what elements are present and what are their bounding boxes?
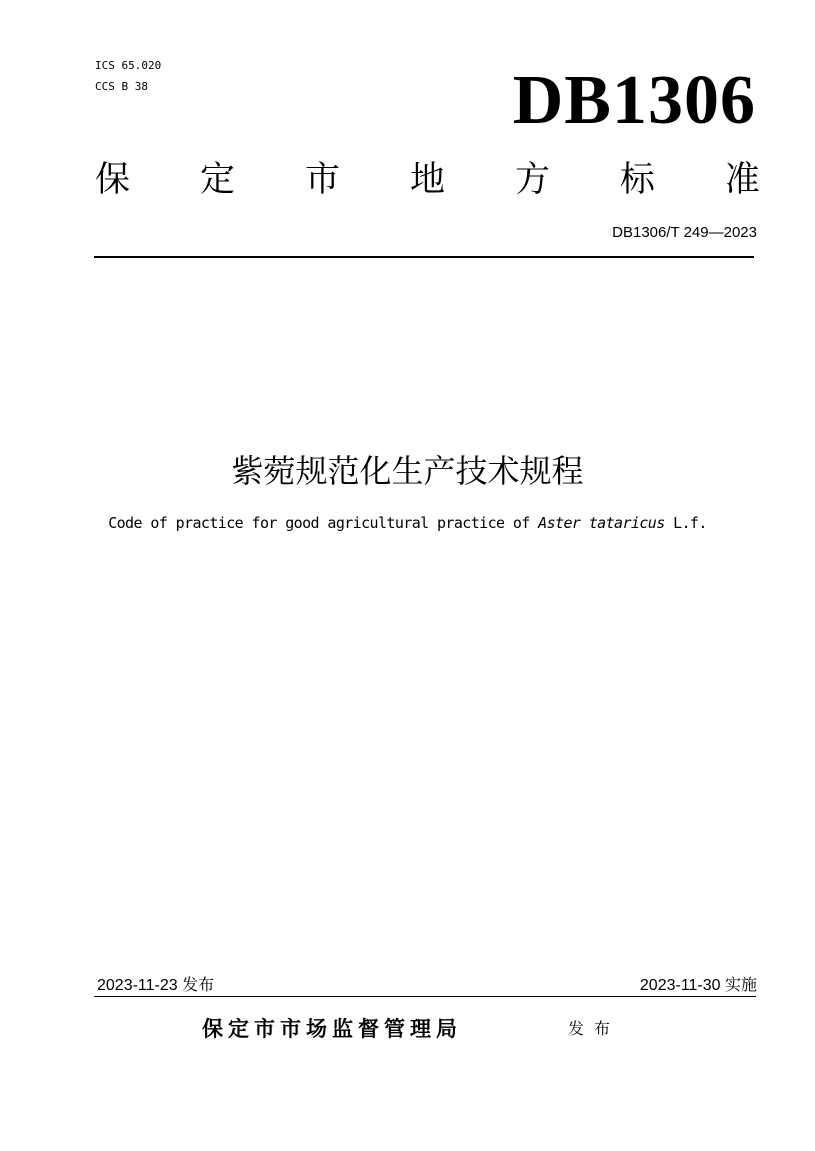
standard-type-char: 准 bbox=[724, 160, 760, 200]
issuing-authority: 保定市市场监督管理局 bbox=[202, 1017, 462, 1041]
ics-code: ICS 65.020 bbox=[95, 59, 162, 72]
title-english-species: Aster tataricus bbox=[538, 514, 665, 532]
standard-number: DB1306/T 249—2023 bbox=[612, 224, 757, 241]
implementation-date: 2023-11-30 实施 bbox=[639, 977, 757, 994]
standard-type-heading bbox=[95, 158, 760, 202]
top-divider bbox=[94, 256, 754, 258]
standard-type-char: 定 bbox=[199, 160, 235, 200]
bottom-divider bbox=[94, 996, 756, 997]
title-chinese: 紫菀规范化生产技术规程 bbox=[231, 452, 584, 490]
standard-type-char: 地 bbox=[409, 160, 445, 200]
standard-type-char: 标 bbox=[619, 160, 655, 200]
standard-code-banner: DB1306 bbox=[512, 62, 756, 139]
ccs-code: CCS B 38 bbox=[95, 80, 148, 93]
standard-type-char: 市 bbox=[304, 160, 340, 200]
publish-label: 发布 bbox=[568, 1019, 621, 1038]
standard-type-char: 方 bbox=[514, 160, 550, 200]
title-english-suffix: L.f. bbox=[664, 514, 707, 532]
title-english-prefix: Code of practice for good agricultural practice of bbox=[108, 514, 539, 532]
title-english bbox=[0, 513, 815, 533]
standard-type-char: 保 bbox=[95, 160, 131, 200]
issue-date: 2023-11-23 发布 bbox=[97, 977, 215, 994]
